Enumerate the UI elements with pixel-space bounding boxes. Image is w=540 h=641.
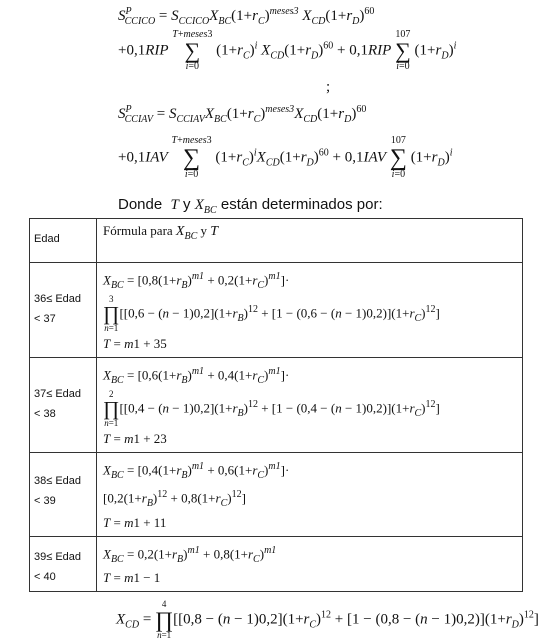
table-row (30, 263, 523, 358)
table-row (30, 536, 523, 592)
formula-cell: $X_{BC} = [0,8(1+r_B)^{m1} + 0,2(1+r_C)^{m1}]\cdot$ 3 ∏ $n=1[[0,6 - (n - 1)0,2](1+r_B)^{12} + [1 - (0,6 - (n - 1)0,2)](1+r_C)^{12}]$ T = m1 + 35 (97, 263, 523, 358)
formula-cell: $X_{BC} = 0,2(1+r_B)^{m1} + 0,8(1+r_C)^{m1}$ T = m1 − 1 (97, 536, 523, 592)
age-cell: 36≤ Edad < 37 (30, 263, 97, 358)
formula-2-line-2: +0,1IAV T+meses3 ∑ i=0 $(1+r_C)^iX_{CD}(1+r_D)^{60} + 0,1IAV$ 107 ∑ i=0 $(1+r_D)^i$ (118, 135, 453, 180)
table-row (30, 452, 523, 536)
formula-1-line-1: $S^P_{CCICO} = S_{CCICO}X_{BC}(1+r_C)^{meses3}$ $X_{CD}(1+r_D)^{60}$ (118, 6, 375, 27)
header-age: Edad (30, 219, 97, 263)
intro-sentence: Donde T y $X_{BC}$ están determinados por: (118, 196, 383, 216)
formula-2-line-1: $S^P_{CCIAV} = S_{CCIAV}X_{BC}(1+r_C)^{meses3}X_{CD}(1+r_D)^{60}$ (118, 104, 367, 125)
formula-cell: $X_{BC} = [0,4(1+r_B)^{m1} + 0,6(1+r_C)^{m1}]\cdot$ $[0,2(1+r_B)^{12} + 0,8(1+r_C)^{12}]$ T = m1 + 11 (97, 452, 523, 536)
final-formula: $X_{CD} = 4$ ∏ $n=1[[0,8 - (n - 1)0,2](1+r_C)^{12} + [1 - (0,8 - (n - 1)0,2)](1+r_D)^{12}]$ (116, 599, 539, 640)
age-cell: 38≤ Edad < 39 (30, 452, 97, 536)
formula-1-line-2: +0,1RIP T+meses3 ∑ i=0 $(1+r_C)^i$ $X_{CD}(1+r_D)^{60} + 0,1RIP$ 107 ∑ i=0 $(1+r_D)^i$ (118, 29, 457, 72)
age-cell: 39≤ Edad < 40 (30, 536, 97, 592)
header-formula: Fórmula para $X_{BC}$ y T (97, 219, 523, 263)
table-header-row (30, 219, 523, 263)
formula-table (29, 218, 523, 592)
formula-separator: ; (326, 79, 331, 95)
age-cell: 37≤ Edad < 38 (30, 357, 97, 452)
table-row (30, 357, 523, 452)
formula-cell: $X_{BC} = [0,6(1+r_B)^{m1} + 0,4(1+r_C)^{m1}]\cdot$ 2 ∏ $n=1[[0,4 - (n - 1)0,2](1+r_B)^{12} + [1 - (0,4 - (n - 1)0,2)](1+r_C)^{12}]$ T = m1 + 23 (97, 357, 523, 452)
